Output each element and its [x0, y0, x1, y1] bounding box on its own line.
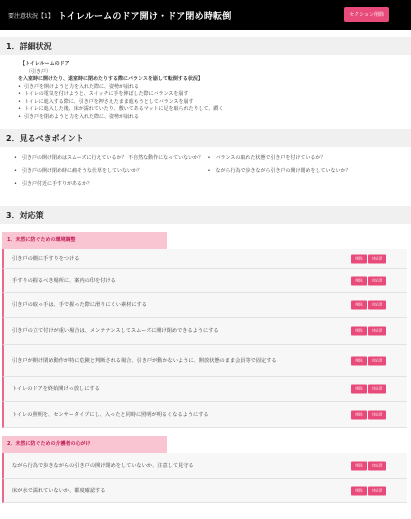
- measure-row: [2, 318, 407, 345]
- list-item: • トイレの電気を付けようと、スイッチに手を伸ばした際にバランスを崩す: [18, 91, 401, 99]
- detail-line: （引き戸）: [26, 68, 52, 75]
- section-title-points: 2．見るべきポイント: [0, 129, 411, 147]
- measure-row: [2, 402, 407, 428]
- status-tag: 要注意状況【1】: [8, 12, 54, 20]
- delete-button[interactable]: 削除: [351, 356, 367, 365]
- point-text: 引き戸の開け閉めはスムーズに行えているか？ 不自然な動作になっていないか？: [22, 155, 204, 161]
- delete-button[interactable]: 削除: [351, 385, 367, 394]
- measure-text: 引き戸の側に手すりをつける: [12, 255, 80, 262]
- measure-text: ながら行為で歩きながらの引き戸の開け閉めをしていないか、注意して見守る: [12, 462, 194, 469]
- measure-row: [2, 453, 407, 479]
- list-item: • バランスの取れた状態で引き戸を付けているか？: [207, 155, 326, 161]
- points-left: [14, 155, 208, 194]
- page-title: トイレルームのドア開け・ドア閉め時転倒: [57, 11, 232, 22]
- measure-text: 床が水で濡れていないか、都度確認する: [12, 487, 106, 494]
- measure-text: 手すりの握るべき場所に、案内の印を付ける: [12, 277, 116, 284]
- list-item: • 引き戸を開けようと力を入れた際に、姿勢が崩れる: [18, 84, 401, 92]
- list-item: • 引き戸の開け閉め時に痛そうな仕草をしていないか？: [14, 168, 143, 174]
- done-button[interactable]: 対応済: [368, 301, 386, 310]
- measure-text: トイレのドアを終始開けっ放しにする: [12, 386, 100, 392]
- measure-row: [2, 249, 407, 269]
- done-button[interactable]: 対応済: [368, 385, 386, 394]
- point-text: 引き戸の開け閉め時に痛そうな仕草をしていないか？: [22, 168, 143, 174]
- delete-button[interactable]: 削除: [351, 486, 367, 495]
- done-button[interactable]: 対応済: [368, 486, 386, 495]
- detail-line: を入室時に開けたり、退室時に閉めたりする際にバランスを崩して転倒する状況】: [18, 76, 203, 82]
- list-item: • トイレに進入する際に、引き戸を押さえたまま進もうとしてバランスを崩す: [18, 99, 401, 107]
- subsection-title-environment: 1．未然に防ぐための環境調整: [2, 232, 167, 249]
- detail-list: [18, 84, 401, 122]
- section-title-measures: 3．対応策: [0, 206, 411, 224]
- header: [0, 0, 411, 30]
- done-button[interactable]: 対応済: [368, 327, 386, 336]
- measure-text: 引き戸の取っ手は、手で握った際に滑りにくい素材にする: [12, 302, 147, 308]
- delete-button[interactable]: 削除: [351, 301, 367, 310]
- measure-text: 引き戸の立て付けが重い場合は、メンテナンスしてスムーズに開け閉めできるようにする: [12, 328, 219, 334]
- measure-row: [2, 345, 407, 377]
- list-item: • 引き戸付近に手すりがあるか？: [14, 181, 93, 187]
- done-button[interactable]: 対応済: [368, 356, 386, 365]
- point-text: ながら行為で歩きながら引き戸の開け閉めをしていないか？: [215, 168, 351, 174]
- measure-text: 引き戸が開け閉め動作が特に危険と判断される場合、引き戸が動かないように、開放状態のまま会員等で固定する: [12, 357, 277, 364]
- detail-block: [0, 55, 411, 121]
- list-item: • ながら行為で歩きながら引き戸の開け閉めをしていないか？: [207, 168, 351, 174]
- subsection-title-caregiver: 2．未然に防ぐための介護者の心がけ: [2, 436, 167, 453]
- delete-button[interactable]: 削除: [351, 410, 367, 419]
- list-item: • 引き戸を閉めようと力を入れた際に、姿勢が崩れる: [18, 114, 401, 122]
- points-block: [0, 147, 411, 194]
- delete-section-button[interactable]: セクション削除: [344, 7, 389, 22]
- delete-button[interactable]: 削除: [351, 254, 367, 263]
- delete-button[interactable]: 削除: [351, 276, 367, 285]
- points-right: [208, 155, 402, 194]
- measure-row: [2, 293, 407, 318]
- done-button[interactable]: 対応済: [368, 276, 386, 285]
- done-button[interactable]: 対応済: [368, 410, 386, 419]
- section-title-details: 1．詳細状況: [0, 37, 411, 55]
- list-item: • 引き戸の開け閉めはスムーズに行えているか？ 不自然な動作になっていないか？: [14, 155, 204, 161]
- delete-button[interactable]: 削除: [351, 461, 367, 470]
- point-text: バランスの取れた状態で引き戸を付けているか？: [215, 155, 326, 161]
- done-button[interactable]: 対応済: [368, 461, 386, 470]
- delete-button[interactable]: 削除: [351, 327, 367, 336]
- measure-row: [2, 269, 407, 293]
- measure-text: トイレの照明を、センサータイプにし、入ったと同時に照明が明るくなるようにする: [12, 411, 209, 418]
- detail-line: 【トイレルームのドア: [20, 61, 70, 67]
- point-text: 引き戸付近に手すりがあるか？: [22, 181, 93, 187]
- measure-row: [2, 377, 407, 402]
- measure-row: [2, 479, 407, 503]
- done-button[interactable]: 対応済: [368, 254, 386, 263]
- list-item: • トイレに進入した後、床が濡れていたり、敷いてあるマットに足を取られたりして、躓く: [18, 106, 401, 114]
